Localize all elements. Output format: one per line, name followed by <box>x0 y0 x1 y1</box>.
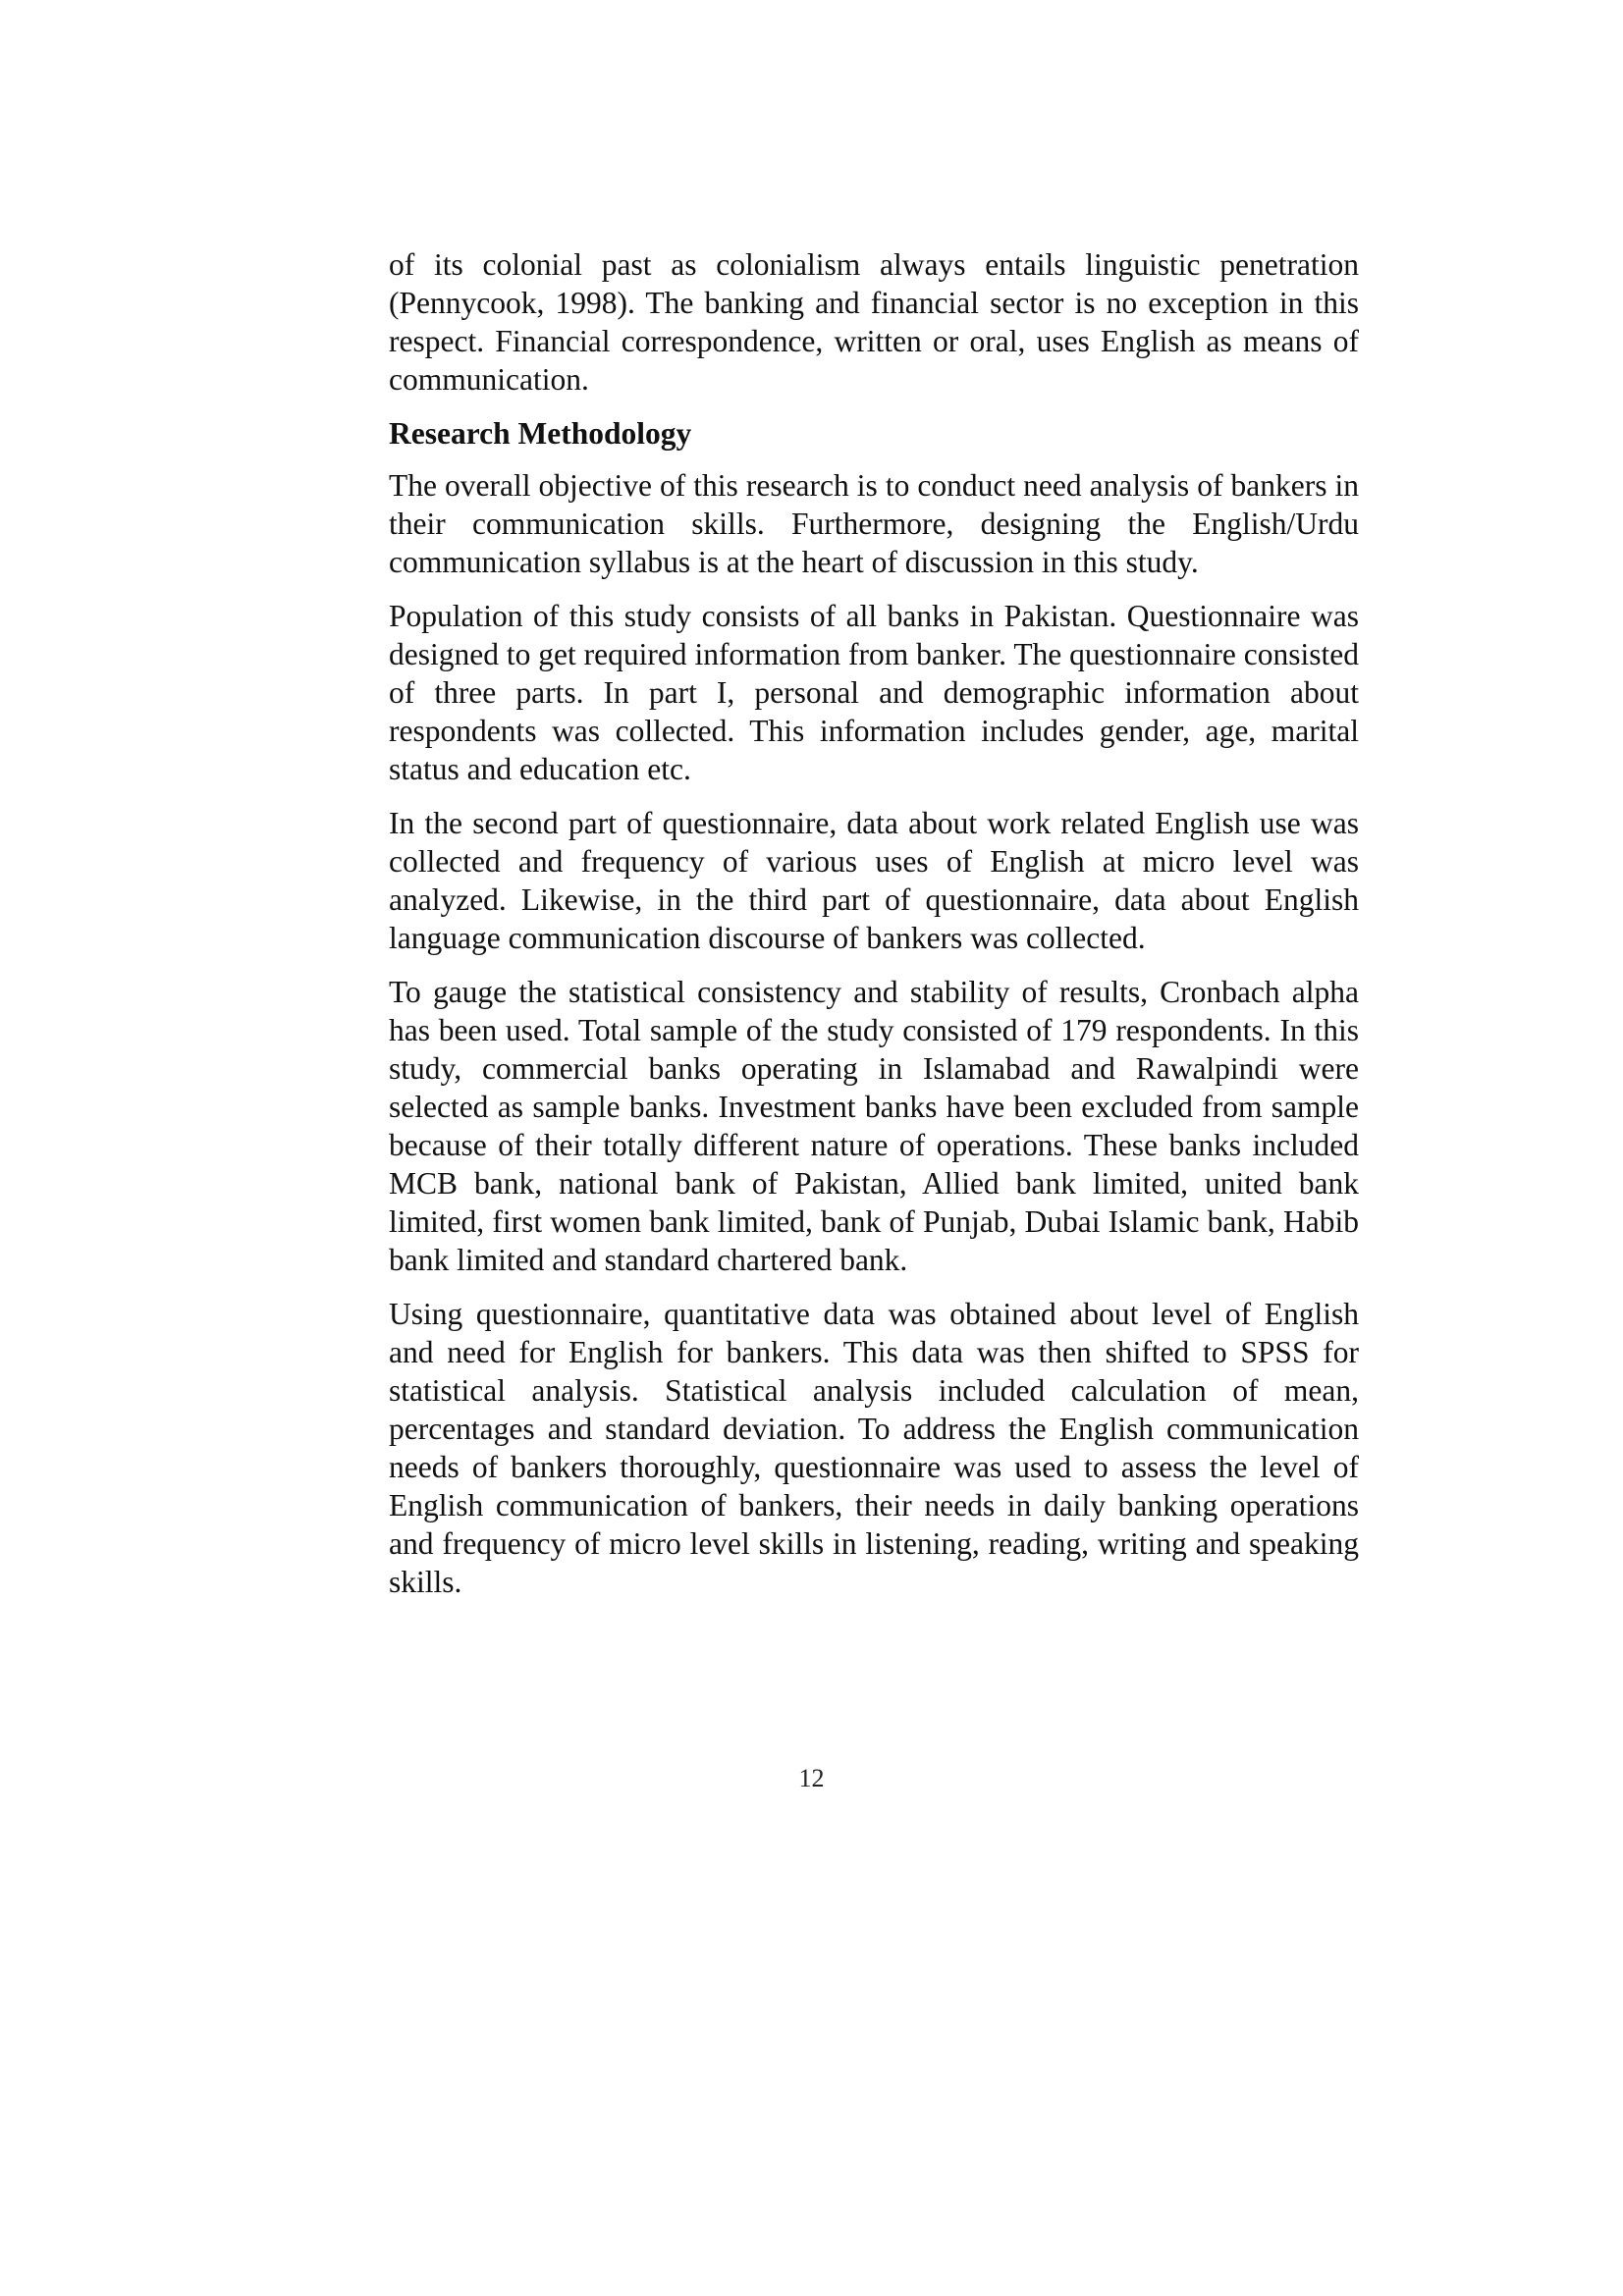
page-number: 12 <box>798 1764 825 1792</box>
page-body <box>389 245 1359 1617</box>
paragraph-analysis: Using questionnaire, quantitative data was obtained about level of English and need for English for bankers. This data was then shifted to SPSS for statistical analysis. Statistical analysis included calculation of mean, percentages and standard deviation. To address the English communication needs of bankers thoroughly, questionnaire was used to assess the level of English communication of bankers, their needs in daily banking operations and frequency of micro level skills in listening, reading, writing and speaking skills. <box>389 1297 1359 1599</box>
paragraph-objective: The overall objective of this research is to conduct need analysis of bankers in their communication skills. Furthermore, designing the English/Urdu communication syllabus is at the heart of discussion in this study. <box>389 468 1359 579</box>
paragraph-sample: To gauge the statistical consistency and stability of results, Cronbach alpha has been used. Total sample of the study consisted of 179 respondents. In this study, commercial banks operating in Islamabad and Rawalpindi were selected as sample banks. Investment banks have been excluded from sample because of their totally different nature of operations. These banks included MCB bank, national bank of Pakistan, Allied bank limited, united bank limited, first women bank limited, bank of Punjab, Dubai Islamic bank, Habib bank limited and standard chartered bank. <box>389 975 1359 1277</box>
paragraph-questionnaire-parts: In the second part of questionnaire, data about work related English use was collected and frequency of various uses of English at micro level was analyzed. Likewise, in the third part of questionnaire, data about English language communication discourse of bankers was collected. <box>389 806 1359 955</box>
paragraph-population: Population of this study consists of all banks in Pakistan. Questionnaire was designed to get required information from banker. The questionnaire consisted of three parts. In part I, personal and demographic information about respondents was collected. This information includes gender, age, marital status and education etc. <box>389 599 1359 786</box>
section-heading: Research Methodology <box>389 416 692 451</box>
paragraph-continuation: of its colonial past as colonialism always entails linguistic penetration (Pennycook, 1998). The banking and financial sector is no exception in this respect. Financial correspondence, written or oral, uses English as means of communication. <box>389 247 1359 397</box>
